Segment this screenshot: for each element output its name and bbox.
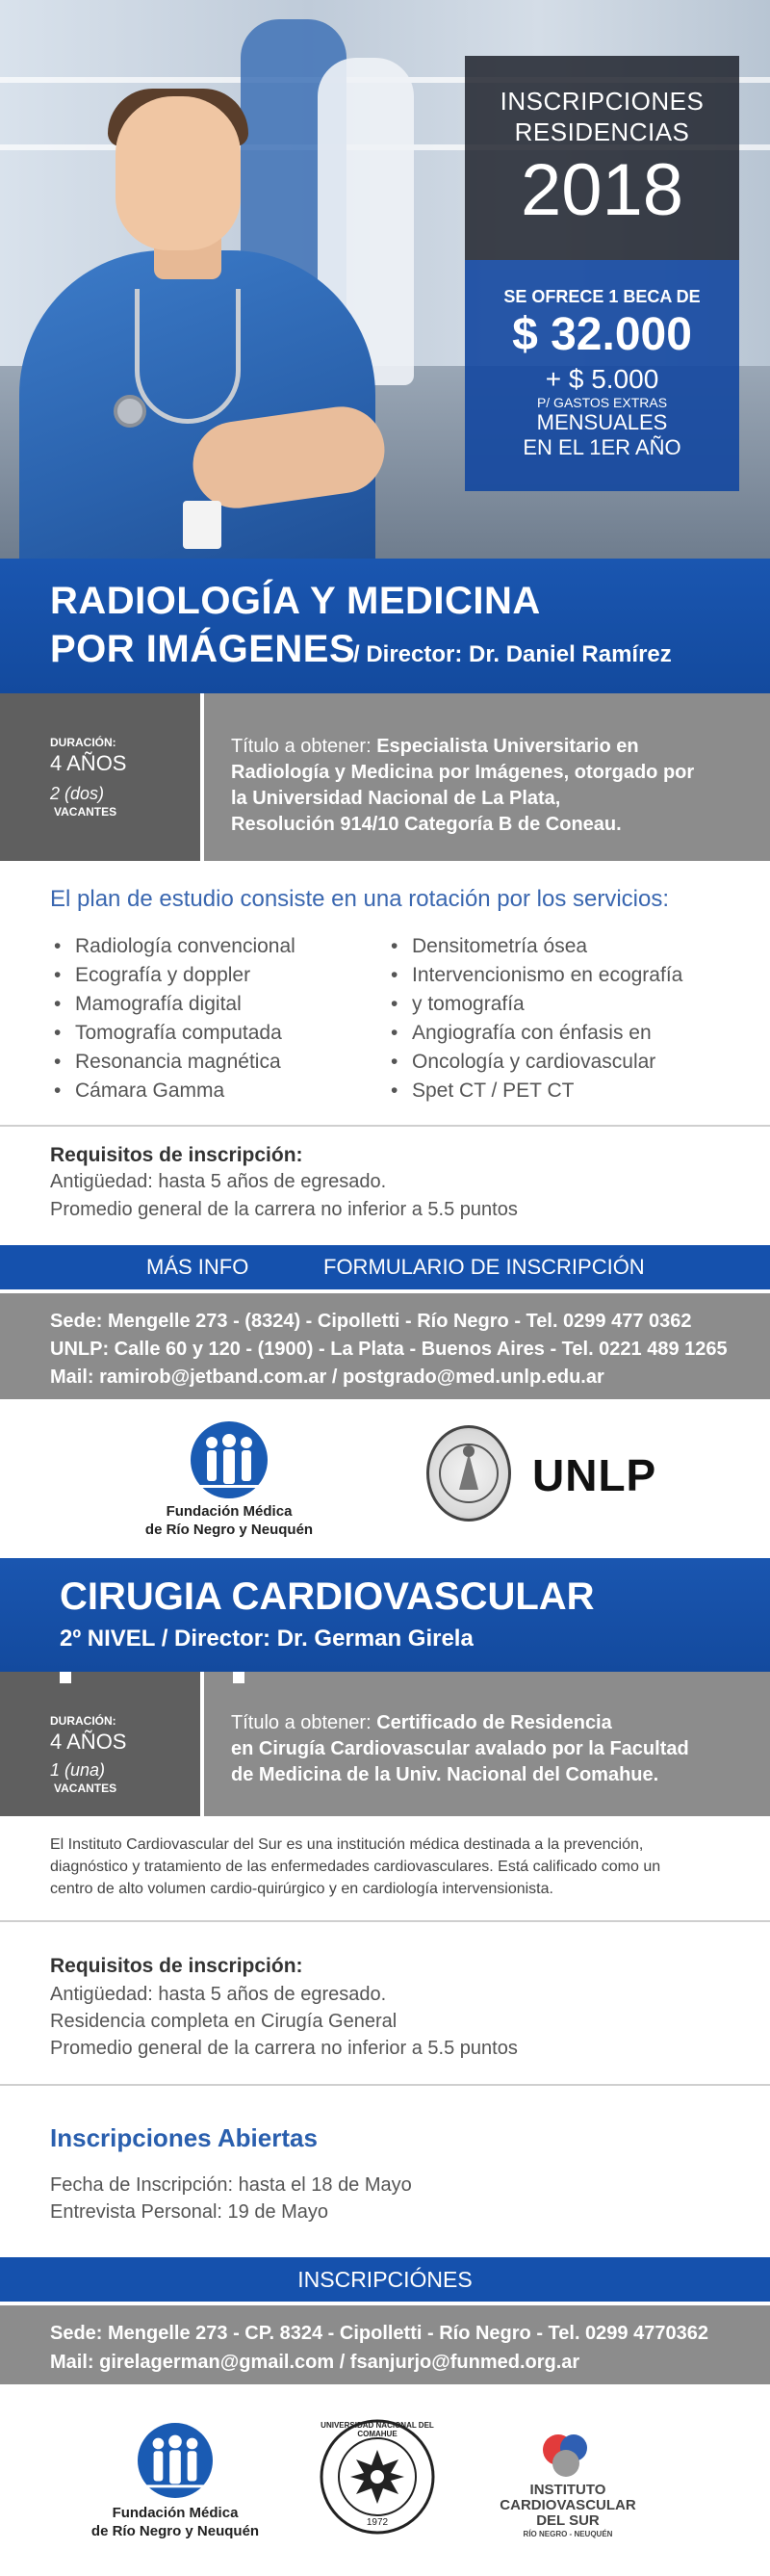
decor-square xyxy=(233,1672,244,1683)
vacancies-label: VACANTES xyxy=(54,805,117,819)
services-list-right xyxy=(387,932,682,1106)
degree-prefix: Título a obtener: xyxy=(231,736,372,757)
program1-director: / Director: Dr. Daniel Ramírez xyxy=(353,641,672,667)
program2-description xyxy=(50,1834,724,1900)
services-list-left xyxy=(50,932,295,1106)
divider-line xyxy=(0,2084,770,2086)
list-item: • Angiografía con énfasis en xyxy=(387,1019,682,1048)
ics-line3: DEL SUR xyxy=(536,2512,600,2529)
contact-line: Mail: ramirob@jetband.com.ar / postgrado@med.unlp.edu.ar xyxy=(50,1366,604,1388)
description-line: El Instituto Cardiovascular del Sur es una institución médica destinada a la prevención, xyxy=(50,1836,644,1853)
ics-line2: CARDIOVASCULAR xyxy=(500,2497,636,2513)
list-item-continuation: y tomografía xyxy=(412,993,525,1015)
fundacion-logo-icon xyxy=(191,1421,268,1498)
description-line: centro de alto volumen cardio-quirúrgico y en cardiología intervensionista. xyxy=(50,1881,553,1897)
fundacion-name-line2: de Río Negro y Neuquén xyxy=(144,1522,314,1538)
scholarship-extra-note: P/ GASTOS EXTRAS xyxy=(536,395,668,410)
scholarship-amount: $ 32.000 xyxy=(512,309,692,360)
program2-subtitle: 2º NIVEL / Director: Dr. German Girela xyxy=(60,1626,474,1652)
more-info-link[interactable]: MÁS INFO xyxy=(146,1255,249,1279)
list-item: • Intervencionismo en ecografía xyxy=(387,961,682,990)
degree-line3: la Universidad Nacional de La Plata, xyxy=(231,788,561,809)
duration-label: DURACIÓN: xyxy=(50,736,116,749)
inscriptions-button[interactable] xyxy=(0,2257,770,2302)
scholarship-monthly: MENSUALES xyxy=(536,410,668,434)
program1-duration-band xyxy=(0,693,770,861)
divider xyxy=(200,693,204,861)
degree-line2: Radiología y Medicina por Imágenes, otorgado por xyxy=(231,762,695,783)
divider-line xyxy=(0,1920,770,1922)
program1-title-band xyxy=(0,559,770,693)
ics-line1: INSTITUTO xyxy=(529,2482,606,2498)
hero-year: 2018 xyxy=(520,149,684,231)
family-icon xyxy=(191,1421,268,1498)
decor-square xyxy=(60,1672,71,1683)
stethoscope-head-icon xyxy=(114,395,146,428)
program2-title-band xyxy=(0,1558,770,1672)
scholarship-first-year: EN EL 1ER AÑO xyxy=(523,435,681,459)
degree-prefix: Título a obtener: xyxy=(231,1712,372,1733)
program2-duration-box xyxy=(0,1672,200,1816)
program2-requirement: Residencia completa en Cirugía General xyxy=(50,2011,398,2032)
inscriptions-label[interactable]: INSCRIPCIÓNES xyxy=(297,2267,473,2292)
program1-links-bar xyxy=(0,1245,770,1289)
vacancies-count: 2 (dos) xyxy=(50,784,105,803)
fundacion-name-line2: de Río Negro y Neuquén xyxy=(90,2523,260,2539)
seal-figure-icon xyxy=(429,1428,508,1519)
unlp-logo-text: UNLP xyxy=(532,1450,657,1500)
ics-line4: RÍO NEGRO - NEUQUÉN xyxy=(523,2530,613,2538)
family-icon xyxy=(138,2423,213,2498)
ics-logo-text xyxy=(491,2483,645,2540)
scholarship-details xyxy=(465,260,739,491)
program2-requirements-title: Requisitos de inscripción: xyxy=(50,1955,303,1977)
program2-duration-band xyxy=(0,1672,770,1816)
program1-degree xyxy=(231,734,751,838)
list-item: • Resonancia magnética xyxy=(50,1048,295,1077)
fundacion-name-line1: Fundación Médica xyxy=(166,1503,293,1520)
ics-circles-icon xyxy=(491,2427,645,2485)
duration-value: 4 AÑOS xyxy=(50,751,127,775)
fundacion-logo-icon xyxy=(138,2423,213,2498)
degree-line1: Certificado de Residencia xyxy=(376,1712,612,1733)
list-item: • Mamografía digital xyxy=(50,990,295,1019)
list-item-continuation: Oncología y cardiovascular xyxy=(412,1051,656,1073)
program1-requirement: Antigüedad: hasta 5 años de egresado. xyxy=(50,1171,387,1192)
description-line: diagnóstico y tratamiento de las enfermedades cardiovasculares. Está calificado como un xyxy=(50,1859,661,1875)
program2-requirement: Antigüedad: hasta 5 años de egresado. xyxy=(50,1984,387,2005)
open-registrations-title: Inscripciones Abiertas xyxy=(50,2123,318,2152)
vacancies-label: VACANTES xyxy=(54,1782,117,1795)
comahue-year: 1972 xyxy=(366,2517,389,2528)
program1-contact xyxy=(0,1289,770,1399)
list-item: • Radiología convencional xyxy=(50,932,295,961)
program1-duration-box xyxy=(0,693,200,861)
divider-line xyxy=(0,1125,770,1127)
hero-line2: RESIDENCIAS xyxy=(514,117,690,146)
ics-logo xyxy=(491,2427,645,2542)
contact-line: UNLP: Calle 60 y 120 - (1900) - La Plata - Buenos Aires - Tel. 0221 489 1265 xyxy=(50,1339,728,1360)
program1-title-line2: POR IMÁGENES xyxy=(50,628,356,670)
list-item: • Spet CT / PET CT xyxy=(387,1077,682,1106)
degree-line4: Resolución 914/10 Categoría B de Coneau. xyxy=(231,814,622,835)
hero-line1: INSCRIPCIONES xyxy=(500,87,705,116)
scholarship-extra: + $ 5.000 xyxy=(545,364,659,394)
degree-line2: en Cirugía Cardiovascular avalado por la Facultad xyxy=(231,1738,689,1759)
list-item: • Densitometría ósea xyxy=(387,932,682,961)
vacancies-count: 1 (una) xyxy=(50,1760,106,1780)
divider xyxy=(200,1672,204,1816)
program2-requirement: Promedio general de la carrera no inferior a 5.5 puntos xyxy=(50,2038,518,2059)
list-item xyxy=(387,1048,682,1077)
program1-title-line1: RADIOLOGÍA Y MEDICINA xyxy=(50,580,541,622)
degree-line1: Especialista Universitario en xyxy=(376,736,639,757)
degree-line3: de Medicina de la Univ. Nacional del Comahue. xyxy=(231,1764,659,1785)
comahue-seal xyxy=(318,2417,437,2537)
program1-requirements-title: Requisitos de inscripción: xyxy=(50,1144,303,1166)
hero-title-box xyxy=(465,56,739,260)
unlp-seal-icon xyxy=(426,1425,511,1522)
program2-contact xyxy=(0,2302,770,2384)
list-item xyxy=(387,990,682,1019)
contact-line: Sede: Mengelle 273 - CP. 8324 - Cipolletti - Río Negro - Tel. 0299 4770362 xyxy=(50,2323,708,2344)
registration-form-link[interactable]: FORMULARIO DE INSCRIPCIÓN xyxy=(323,1255,645,1279)
fundacion-name-line1: Fundación Médica xyxy=(112,2505,239,2521)
program1-requirement: Promedio general de la carrera no inferior a 5.5 puntos xyxy=(50,1199,518,1220)
doctor-head xyxy=(116,96,241,250)
program2-title: CIRUGIA CARDIOVASCULAR xyxy=(60,1575,595,1618)
contact-line: Sede: Mengelle 273 - (8324) - Cipolletti - Río Negro - Tel. 0299 477 0362 xyxy=(50,1311,692,1332)
list-item: • Cámara Gamma xyxy=(50,1077,295,1106)
stethoscope-icon xyxy=(135,289,241,424)
list-item: • Tomografía computada xyxy=(50,1019,295,1048)
fundacion-logo-text xyxy=(133,1502,325,1539)
duration-label: DURACIÓN: xyxy=(50,1714,116,1728)
plan-intro: El plan de estudio consiste en una rotación por los servicios: xyxy=(50,886,670,912)
contact-line: Mail: girelagerman@gmail.com / fsanjurjo@funmed.org.ar xyxy=(50,2352,580,2373)
registration-date: Fecha de Inscripción: hasta el 18 de Mayo xyxy=(50,2174,412,2196)
program2-degree xyxy=(231,1710,751,1788)
fundacion-logo-text xyxy=(79,2504,271,2540)
comahue-ring-text: UNIVERSIDAD NACIONAL DEL COMAHUE xyxy=(321,2421,434,2438)
interview-date: Entrevista Personal: 19 de Mayo xyxy=(50,2201,329,2223)
duration-value: 4 AÑOS xyxy=(50,1730,127,1754)
list-item: • Ecografía y doppler xyxy=(50,961,295,990)
scholarship-offer-text: SE OFRECE 1 BECA DE xyxy=(503,287,701,306)
id-badge xyxy=(183,501,221,549)
